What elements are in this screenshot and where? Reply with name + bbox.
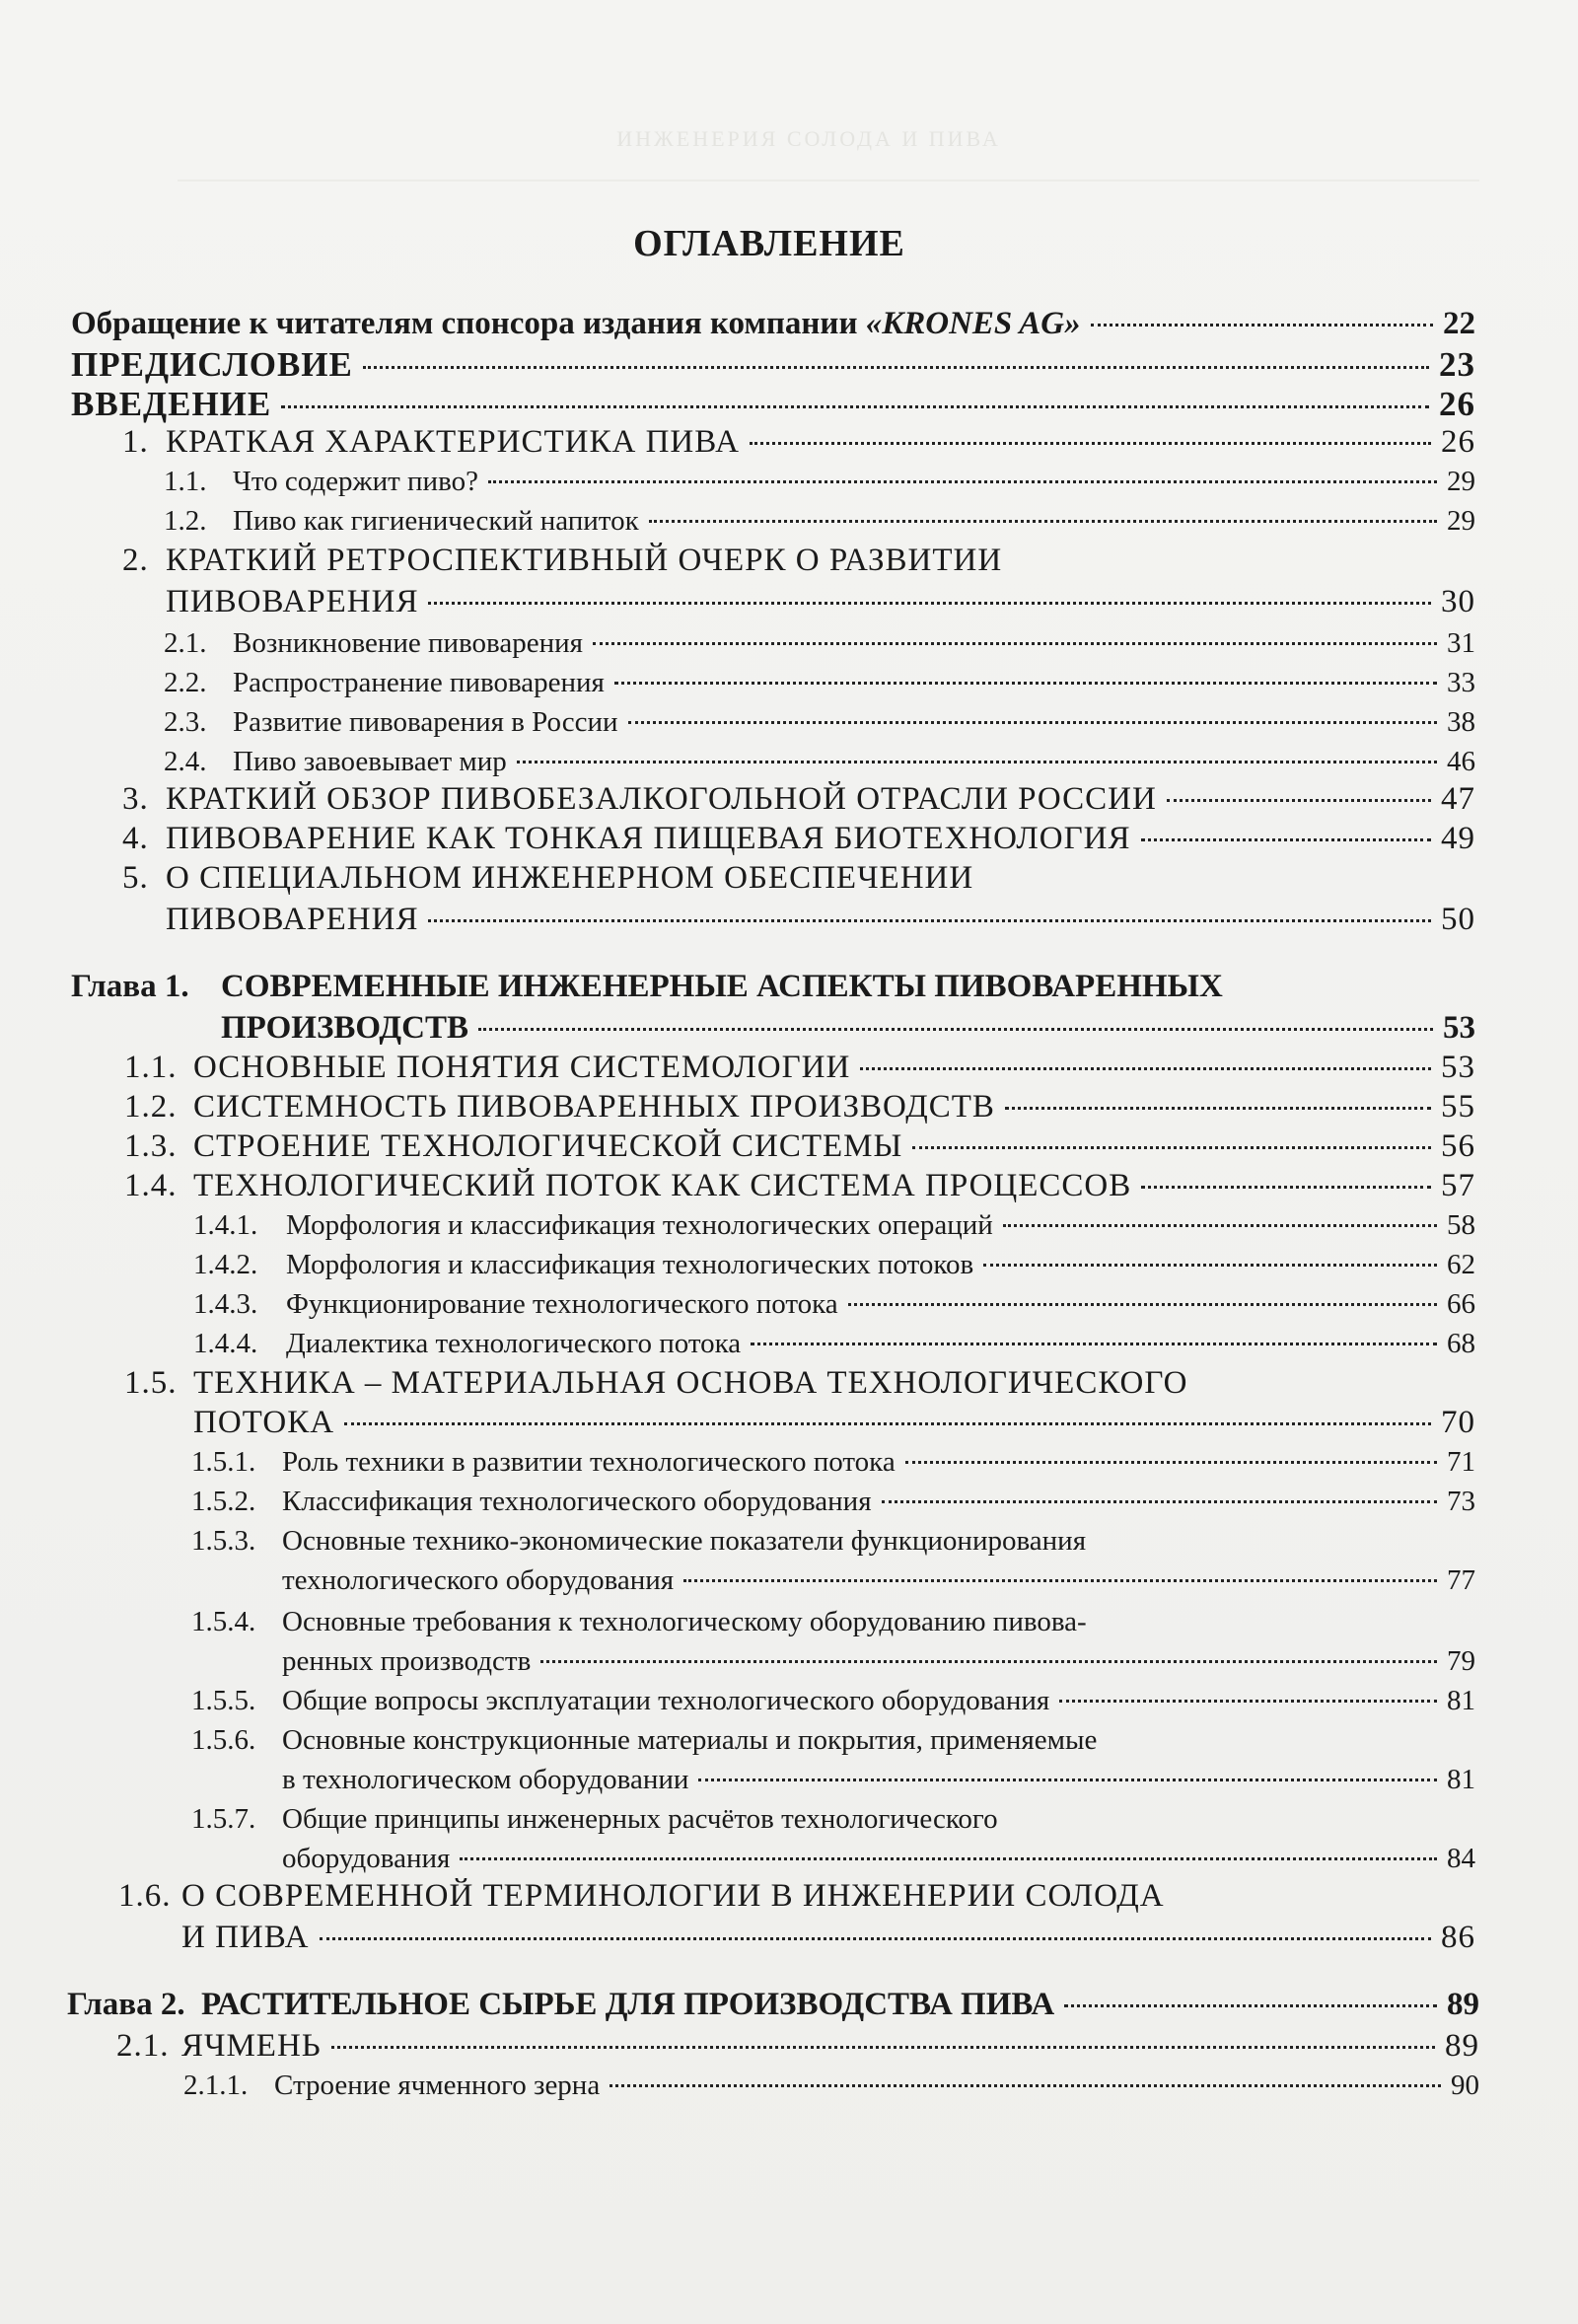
- entry-text: СИСТЕМНОСТЬ ПИВОВАРЕННЫХ ПРОИЗВОДСТВ: [193, 1089, 995, 1125]
- entry-text: СТРОЕНИЕ ТЕХНОЛОГИЧЕСКОЙ СИСТЕМЫ: [193, 1128, 903, 1164]
- entry-text: Пиво завоевывает мир: [233, 746, 507, 777]
- entry-text: Что содержит пиво?: [233, 466, 478, 497]
- dot-leader: [428, 602, 1431, 605]
- toc-entry-1-2: [164, 505, 1475, 538]
- page-number: 89: [1445, 2028, 1479, 2064]
- entry-text: Развитие пивоварения в России: [233, 706, 618, 738]
- toc-entry-c1-5-4-line1: [191, 1606, 1475, 1638]
- toc-entry-2-line1: [122, 543, 1475, 579]
- toc-entry-5-line2: [166, 902, 1475, 938]
- entry-number: 1.6.: [118, 1878, 172, 1914]
- page-number: 46: [1447, 746, 1475, 777]
- dot-leader: [363, 366, 1429, 369]
- toc-entry-c2-1-1: [183, 2070, 1479, 2102]
- entry-text: ПИВОВАРЕНИЕ КАК ТОНКАЯ ПИЩЕВАЯ БИОТЕХНОЛОГИЯ: [166, 821, 1131, 856]
- toc-entry-c1-5-line1: [124, 1365, 1475, 1402]
- entry-number: 3.: [122, 781, 149, 817]
- entry-text: ВВЕДЕНИЕ: [71, 385, 272, 423]
- entry-text: ПИВОВАРЕНИЯ: [166, 584, 419, 619]
- entry-number: 2.4.: [164, 746, 207, 777]
- entry-text: СОВРЕМЕННЫЕ ИНЖЕНЕРНЫЕ АСПЕКТЫ ПИВОВАРЕННЫХ: [221, 969, 1223, 1004]
- dot-leader: [281, 405, 1429, 408]
- chapter-label: Глава 1.: [71, 969, 189, 1004]
- page-number: 31: [1447, 627, 1475, 659]
- toc-entry-c1-4: [124, 1168, 1475, 1204]
- entry-text: КРАТКАЯ ХАРАКТЕРИСТИКА ПИВА: [166, 424, 740, 460]
- dot-leader: [320, 1937, 1431, 1940]
- toc-entry-c1-4-1: [193, 1209, 1475, 1242]
- dot-leader: [1141, 1186, 1431, 1189]
- page-number: 49: [1441, 821, 1475, 856]
- entry-number: 1.5.7.: [191, 1803, 256, 1835]
- toc-entry-c1-5-3-line2: [282, 1564, 1475, 1597]
- entry-number: 1.4.3.: [193, 1288, 258, 1320]
- entry-number: 1.5.3.: [191, 1525, 256, 1557]
- entry-number: 1.5.6.: [191, 1724, 256, 1756]
- page-number: 66: [1447, 1288, 1475, 1320]
- entry-text: Основные технико-экономические показатели функционирования: [282, 1525, 1087, 1557]
- page-number: 81: [1447, 1685, 1475, 1716]
- page-number: 53: [1441, 1050, 1475, 1085]
- page-number: 86: [1441, 1920, 1475, 1955]
- toc-entry-c1-5-7-line2: [282, 1843, 1475, 1875]
- entry-text: ПРЕДИСЛОВИЕ: [71, 345, 353, 384]
- entry-number: 1.5.: [124, 1365, 178, 1401]
- toc-entry-sponsor: [71, 306, 1475, 342]
- dot-leader: [1059, 1700, 1437, 1703]
- entry-text: в технологическом оборудовании: [282, 1764, 689, 1795]
- entry-number: 5.: [122, 860, 149, 896]
- entry-text: И ПИВА: [181, 1920, 310, 1955]
- page-number: 58: [1447, 1209, 1475, 1241]
- toc-entry-5-line1: [122, 860, 1475, 897]
- entry-text: Классификация технологического оборудования: [282, 1486, 872, 1517]
- entry-text: Основные конструкционные материалы и покрытия, применяемые: [282, 1724, 1098, 1756]
- dot-leader: [983, 1264, 1437, 1267]
- entry-text: ПРОИЗВОДСТВ: [221, 1010, 468, 1046]
- entry-number: 2.1.1.: [183, 2070, 249, 2101]
- toc-entry-2-1: [164, 627, 1475, 660]
- entry-text: Пиво как гигиенический напиток: [233, 505, 639, 537]
- toc-entry-2-3: [164, 706, 1475, 739]
- page-number: 38: [1447, 706, 1475, 738]
- toc-entry-c1-5-line2: [193, 1405, 1475, 1441]
- entry-text: РАСТИТЕЛЬНОЕ СЫРЬЕ ДЛЯ ПРОИЗВОДСТВА ПИВА: [201, 1987, 1055, 2022]
- entry-text: ЯЧМЕНЬ: [181, 2028, 322, 2064]
- toc-entry-intro: [71, 385, 1475, 424]
- dot-leader: [905, 1461, 1437, 1464]
- page-number: 70: [1441, 1405, 1475, 1440]
- toc-entry-preface: [71, 345, 1475, 385]
- dot-leader: [649, 520, 1437, 523]
- dot-leader: [1091, 324, 1433, 327]
- entry-number: 1.2.: [164, 505, 207, 537]
- page-number: 77: [1447, 1564, 1475, 1596]
- dot-leader: [344, 1422, 1431, 1425]
- dot-leader: [1064, 2004, 1437, 2007]
- dot-leader: [478, 1028, 1433, 1031]
- page-number: 89: [1447, 1987, 1479, 2022]
- dot-leader: [428, 919, 1431, 922]
- entry-text: Общие вопросы эксплуатации технологического оборудования: [282, 1685, 1050, 1716]
- toc-entry-c1-5-6-line2: [282, 1764, 1475, 1796]
- page-number: 26: [1439, 385, 1475, 423]
- entry-text: Основные требования к технологическому оборудованию пивова-: [282, 1606, 1087, 1637]
- bleed-through-header: ИНЖЕНЕРИЯ СОЛОДА И ПИВА: [616, 126, 1001, 151]
- entry-text: ОСНОВНЫЕ ПОНЯТИЯ СИСТЕМОЛОГИИ: [193, 1050, 851, 1085]
- dot-leader: [517, 761, 1437, 763]
- entry-text: О СПЕЦИАЛЬНОМ ИНЖЕНЕРНОМ ОБЕСПЕЧЕНИИ: [166, 860, 974, 896]
- page-number: 29: [1447, 505, 1475, 537]
- dot-leader: [1005, 1107, 1431, 1110]
- page-number: 22: [1443, 306, 1475, 341]
- page-number: 50: [1441, 902, 1475, 937]
- entry-text: Функционирование технологического потока: [286, 1288, 838, 1320]
- toc-entry-c1-5-1: [191, 1446, 1475, 1479]
- chapter-label: Глава 2.: [67, 1987, 185, 2022]
- entry-text: Возникновение пивоварения: [233, 627, 583, 659]
- toc-entry-1-1: [164, 466, 1475, 498]
- toc-entry-c1-3: [124, 1128, 1475, 1165]
- toc-entry-c1-4-3: [193, 1288, 1475, 1321]
- toc-entry-2-line2: [166, 584, 1475, 620]
- entry-number: 1.5.4.: [191, 1606, 256, 1637]
- page-number: 53: [1443, 1010, 1475, 1046]
- brand-name: «KRONES AG»: [865, 306, 1081, 341]
- dot-leader: [488, 480, 1437, 483]
- entry-number: 1.5.1.: [191, 1446, 256, 1478]
- entry-number: 1.3.: [124, 1128, 178, 1164]
- entry-text: КРАТКИЙ РЕТРОСПЕКТИВНЫЙ ОЧЕРК О РАЗВИТИИ: [166, 543, 1003, 578]
- entry-text: О СОВРЕМЕННОЙ ТЕРМИНОЛОГИИ В ИНЖЕНЕРИИ СОЛОДА: [181, 1878, 1165, 1914]
- page-number: 84: [1447, 1843, 1475, 1874]
- page-number: 23: [1439, 345, 1475, 384]
- entry-number: 1.4.: [124, 1168, 178, 1203]
- toc-entry-c1-5-3-line1: [191, 1525, 1475, 1558]
- entry-text: Морфология и классификация технологических операций: [286, 1209, 993, 1241]
- dot-leader: [628, 721, 1437, 724]
- dot-leader: [1141, 838, 1432, 841]
- page-number: 71: [1447, 1446, 1475, 1478]
- dot-leader: [610, 2084, 1441, 2087]
- toc-entry-2-4: [164, 746, 1475, 778]
- entry-number: 4.: [122, 821, 149, 856]
- entry-number: 2.1.: [164, 627, 207, 659]
- page-number: 47: [1441, 781, 1475, 817]
- toc-entry-2-2: [164, 667, 1475, 699]
- dot-leader: [860, 1067, 1431, 1070]
- toc-entry-c1-6-line1: [118, 1878, 1475, 1915]
- entry-number: 1.4.1.: [193, 1209, 258, 1241]
- toc-entry-3: [122, 781, 1475, 818]
- page-title: ОГЛАВЛЕНИЕ: [633, 223, 905, 264]
- entry-text: оборудования: [282, 1843, 451, 1874]
- entry-text: ПИВОВАРЕНИЯ: [166, 902, 419, 937]
- entry-text: Общие принципы инженерных расчётов технологического: [282, 1803, 998, 1835]
- entry-text: Морфология и классификация технологических потоков: [286, 1249, 974, 1280]
- entry-text: технологического оборудования: [282, 1564, 675, 1596]
- entry-number: 1.: [122, 424, 149, 460]
- entry-number: 2.3.: [164, 706, 207, 738]
- entry-number: 1.2.: [124, 1089, 178, 1125]
- entry-text: ТЕХНОЛОГИЧЕСКИЙ ПОТОК КАК СИСТЕМА ПРОЦЕССОВ: [193, 1168, 1132, 1203]
- entry-number: 1.4.2.: [193, 1249, 258, 1280]
- entry-text: Диалектика технологического потока: [286, 1328, 742, 1359]
- page-number: 56: [1441, 1128, 1475, 1164]
- dot-leader: [593, 642, 1437, 645]
- page-number: 55: [1441, 1089, 1475, 1125]
- entry-text: Обращение к читателям спонсора издания компании: [71, 306, 866, 341]
- toc-chapter-1-line2: [221, 1010, 1475, 1047]
- entry-text: Распространение пивоварения: [233, 667, 605, 698]
- entry-number: 2.2.: [164, 667, 207, 698]
- dot-leader: [460, 1857, 1437, 1860]
- page-number: 30: [1441, 584, 1475, 619]
- dot-leader: [331, 2046, 1435, 2049]
- entry-number: 2.1.: [116, 2028, 170, 2064]
- dot-leader: [1167, 799, 1431, 802]
- toc-entry-c1-4-2: [193, 1249, 1475, 1281]
- toc-chapter-2: [67, 1987, 1479, 2023]
- entry-number: 1.4.4.: [193, 1328, 258, 1359]
- page-number: 62: [1447, 1249, 1475, 1280]
- dot-leader: [540, 1660, 1437, 1663]
- entry-text: ренных производств: [282, 1645, 532, 1677]
- toc-entry-c1-4-4: [193, 1328, 1475, 1360]
- dot-leader: [882, 1500, 1437, 1503]
- toc-entry-c1-2: [124, 1089, 1475, 1126]
- entry-text: ТЕХНИКА – МАТЕРИАЛЬНАЯ ОСНОВА ТЕХНОЛОГИЧЕСКОГО: [193, 1365, 1188, 1401]
- dot-leader: [848, 1303, 1437, 1306]
- entry-number: 1.1.: [164, 466, 207, 497]
- page-number: 57: [1441, 1168, 1475, 1203]
- page-number: 68: [1447, 1328, 1475, 1359]
- entry-text: КРАТКИЙ ОБЗОР ПИВОБЕЗАЛКОГОЛЬНОЙ ОТРАСЛИ РОССИИ: [166, 781, 1157, 817]
- entry-text: Роль техники в развитии технологического потока: [282, 1446, 896, 1478]
- page-number: 73: [1447, 1486, 1475, 1517]
- toc-entry-c1-6-line2: [181, 1920, 1475, 1956]
- page-number: 33: [1447, 667, 1475, 698]
- toc-chapter-1-line1: [71, 969, 1475, 1005]
- toc-entry-c1-5-5: [191, 1685, 1475, 1717]
- page-number: 79: [1447, 1645, 1475, 1677]
- dot-leader: [1003, 1224, 1437, 1227]
- dot-leader: [750, 442, 1431, 445]
- dot-leader: [912, 1146, 1431, 1149]
- entry-number: 1.5.2.: [191, 1486, 256, 1517]
- toc-entry-c1-5-7-line1: [191, 1803, 1475, 1836]
- toc-entry-c1-5-4-line2: [282, 1645, 1475, 1678]
- dot-leader: [683, 1579, 1437, 1582]
- page-number: 29: [1447, 466, 1475, 497]
- entry-text: Строение ячменного зерна: [274, 2070, 601, 2101]
- page-number: 90: [1451, 2070, 1479, 2101]
- page-number: 26: [1441, 424, 1475, 460]
- page-number: 81: [1447, 1764, 1475, 1795]
- dot-leader: [698, 1779, 1437, 1781]
- toc-entry-c1-1: [124, 1050, 1475, 1086]
- bleed-through-rule: [178, 180, 1479, 182]
- entry-number: 1.1.: [124, 1050, 178, 1085]
- dot-leader: [614, 682, 1437, 685]
- toc-entry-1: [122, 424, 1475, 461]
- toc-entry-c1-5-6-line1: [191, 1724, 1475, 1757]
- dot-leader: [751, 1343, 1437, 1345]
- toc-entry-c1-5-2: [191, 1486, 1475, 1518]
- toc-entry-c2-1: [116, 2028, 1479, 2065]
- entry-number: 1.5.5.: [191, 1685, 256, 1716]
- toc-entry-4: [122, 821, 1475, 857]
- entry-text: ПОТОКА: [193, 1405, 335, 1440]
- entry-number: 2.: [122, 543, 149, 578]
